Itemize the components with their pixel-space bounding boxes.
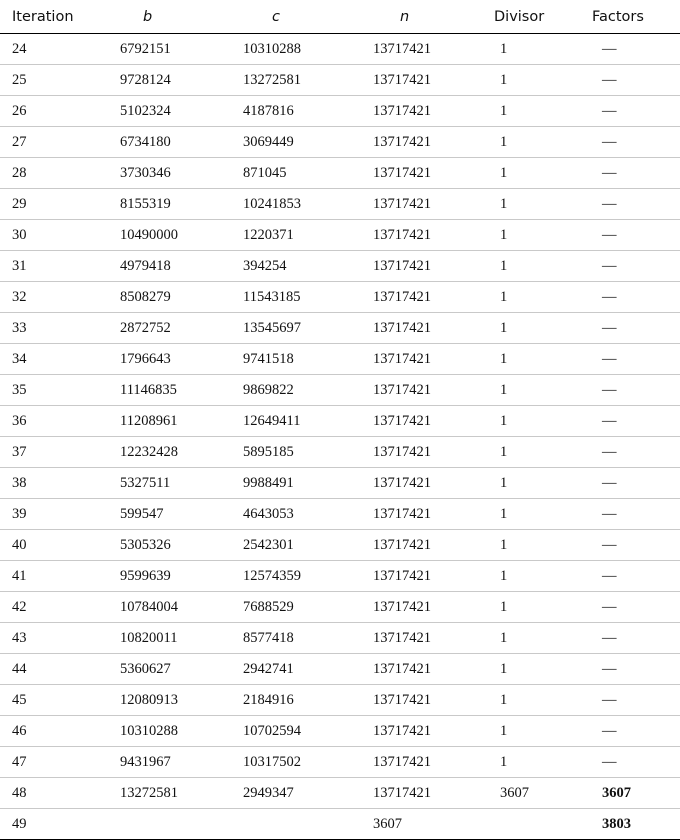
cell-factors: — [578, 220, 680, 251]
cell-factors: — [578, 437, 680, 468]
cell-factors: — [578, 685, 680, 716]
cell-b: 12232428 [110, 437, 234, 468]
cell-iteration: 44 [0, 654, 110, 685]
cell-c: 13272581 [234, 65, 362, 96]
cell-b: 9728124 [110, 65, 234, 96]
cell-factors: — [578, 127, 680, 158]
cell-n: 13717421 [362, 747, 486, 778]
cell-iteration: 25 [0, 65, 110, 96]
cell-divisor: 1 [486, 251, 578, 282]
cell-divisor: 1 [486, 282, 578, 313]
cell-factors: — [578, 344, 680, 375]
cell-iteration: 26 [0, 96, 110, 127]
cell-factors: — [578, 592, 680, 623]
cell-b: 6792151 [110, 34, 234, 65]
header-factors: Factors [578, 0, 680, 34]
cell-divisor: 1 [486, 406, 578, 437]
cell-n: 13717421 [362, 220, 486, 251]
cell-n: 13717421 [362, 251, 486, 282]
cell-divisor: 1 [486, 189, 578, 220]
cell-b: 11146835 [110, 375, 234, 406]
table-row [0, 220, 680, 251]
table-row [0, 530, 680, 561]
cell-n: 13717421 [362, 127, 486, 158]
cell-b: 13272581 [110, 778, 234, 809]
cell-iteration: 42 [0, 592, 110, 623]
cell-divisor: 1 [486, 313, 578, 344]
cell-b: 10310288 [110, 716, 234, 747]
table-row [0, 96, 680, 127]
cell-iteration: 46 [0, 716, 110, 747]
cell-factors: — [578, 561, 680, 592]
cell-factors: — [578, 406, 680, 437]
cell-iteration: 29 [0, 189, 110, 220]
cell-b [110, 809, 234, 840]
cell-iteration: 43 [0, 623, 110, 654]
cell-n: 13717421 [362, 716, 486, 747]
table-row [0, 809, 680, 840]
cell-c: 12649411 [234, 406, 362, 437]
cell-c: 8577418 [234, 623, 362, 654]
cell-n: 13717421 [362, 158, 486, 189]
cell-iteration: 27 [0, 127, 110, 158]
cell-b: 599547 [110, 499, 234, 530]
table-row [0, 189, 680, 220]
cell-c: 7688529 [234, 592, 362, 623]
cell-n: 13717421 [362, 499, 486, 530]
cell-n: 13717421 [362, 34, 486, 65]
cell-factors: — [578, 282, 680, 313]
table-row [0, 716, 680, 747]
cell-divisor: 1 [486, 344, 578, 375]
cell-iteration: 38 [0, 468, 110, 499]
table-row [0, 344, 680, 375]
table-row [0, 158, 680, 189]
cell-n: 13717421 [362, 375, 486, 406]
table-row [0, 561, 680, 592]
cell-factors: — [578, 468, 680, 499]
cell-divisor: 1 [486, 499, 578, 530]
table-row [0, 406, 680, 437]
cell-divisor: 1 [486, 592, 578, 623]
cell-divisor: 1 [486, 530, 578, 561]
header-c: c [234, 0, 362, 34]
cell-b: 8155319 [110, 189, 234, 220]
cell-factors: — [578, 530, 680, 561]
table-row [0, 282, 680, 313]
table-row [0, 375, 680, 406]
cell-factors: — [578, 654, 680, 685]
cell-n: 13717421 [362, 282, 486, 313]
cell-factors: — [578, 747, 680, 778]
header-n: n [362, 0, 486, 34]
cell-c: 9869822 [234, 375, 362, 406]
cell-factors: — [578, 96, 680, 127]
cell-c: 2949347 [234, 778, 362, 809]
cell-factors: 3607 [578, 778, 680, 809]
cell-c: 12574359 [234, 561, 362, 592]
cell-b: 11208961 [110, 406, 234, 437]
cell-n: 13717421 [362, 406, 486, 437]
header-iteration: Iteration [0, 0, 110, 34]
cell-c: 10310288 [234, 34, 362, 65]
table-row [0, 623, 680, 654]
cell-c: 11543185 [234, 282, 362, 313]
cell-iteration: 24 [0, 34, 110, 65]
cell-iteration: 32 [0, 282, 110, 313]
cell-divisor: 1 [486, 561, 578, 592]
cell-divisor: 1 [486, 623, 578, 654]
cell-divisor [486, 809, 578, 840]
cell-factors: — [578, 716, 680, 747]
cell-divisor: 1 [486, 468, 578, 499]
cell-b: 9599639 [110, 561, 234, 592]
table-row [0, 654, 680, 685]
cell-divisor: 1 [486, 437, 578, 468]
cell-iteration: 41 [0, 561, 110, 592]
cell-c: 871045 [234, 158, 362, 189]
cell-divisor: 1 [486, 158, 578, 189]
cell-b: 10490000 [110, 220, 234, 251]
cell-iteration: 33 [0, 313, 110, 344]
cell-iteration: 48 [0, 778, 110, 809]
table-header-row [0, 0, 680, 34]
cell-iteration: 45 [0, 685, 110, 716]
cell-b: 8508279 [110, 282, 234, 313]
cell-c: 4643053 [234, 499, 362, 530]
table-row [0, 65, 680, 96]
cell-c: 10702594 [234, 716, 362, 747]
cell-factors: 3803 [578, 809, 680, 840]
cell-iteration: 28 [0, 158, 110, 189]
cell-iteration: 30 [0, 220, 110, 251]
cell-n: 13717421 [362, 189, 486, 220]
cell-iteration: 39 [0, 499, 110, 530]
cell-factors: — [578, 375, 680, 406]
cell-n: 13717421 [362, 313, 486, 344]
cell-n: 13717421 [362, 623, 486, 654]
cell-iteration: 49 [0, 809, 110, 840]
cell-factors: — [578, 34, 680, 65]
cell-n: 13717421 [362, 65, 486, 96]
cell-c: 2942741 [234, 654, 362, 685]
table-row [0, 251, 680, 282]
cell-factors: — [578, 189, 680, 220]
cell-divisor: 3607 [486, 778, 578, 809]
cell-n: 13717421 [362, 96, 486, 127]
cell-b: 10784004 [110, 592, 234, 623]
cell-c: 10241853 [234, 189, 362, 220]
cell-b: 12080913 [110, 685, 234, 716]
table-row [0, 592, 680, 623]
cell-n: 13717421 [362, 530, 486, 561]
cell-factors: — [578, 499, 680, 530]
cell-divisor: 1 [486, 716, 578, 747]
cell-divisor: 1 [486, 654, 578, 685]
cell-c: 394254 [234, 251, 362, 282]
cell-iteration: 37 [0, 437, 110, 468]
cell-c: 2542301 [234, 530, 362, 561]
table-body [0, 34, 680, 840]
cell-divisor: 1 [486, 747, 578, 778]
header-divisor: Divisor [486, 0, 578, 34]
cell-divisor: 1 [486, 34, 578, 65]
table-row [0, 499, 680, 530]
cell-divisor: 1 [486, 685, 578, 716]
cell-n: 13717421 [362, 468, 486, 499]
cell-b: 4979418 [110, 251, 234, 282]
cell-c: 5895185 [234, 437, 362, 468]
cell-n: 13717421 [362, 344, 486, 375]
header-b: b [110, 0, 234, 34]
cell-divisor: 1 [486, 65, 578, 96]
cell-c: 4187816 [234, 96, 362, 127]
cell-factors: — [578, 158, 680, 189]
cell-b: 1796643 [110, 344, 234, 375]
cell-n: 13717421 [362, 654, 486, 685]
cell-n: 3607 [362, 809, 486, 840]
cell-b: 2872752 [110, 313, 234, 344]
cell-b: 5360627 [110, 654, 234, 685]
cell-b: 3730346 [110, 158, 234, 189]
cell-divisor: 1 [486, 375, 578, 406]
cell-iteration: 47 [0, 747, 110, 778]
cell-divisor: 1 [486, 127, 578, 158]
cell-iteration: 35 [0, 375, 110, 406]
cell-iteration: 34 [0, 344, 110, 375]
cell-n: 13717421 [362, 778, 486, 809]
cell-b: 5102324 [110, 96, 234, 127]
cell-b: 5305326 [110, 530, 234, 561]
cell-n: 13717421 [362, 685, 486, 716]
table-row [0, 34, 680, 65]
table-row [0, 468, 680, 499]
cell-divisor: 1 [486, 96, 578, 127]
cell-b: 10820011 [110, 623, 234, 654]
cell-n: 13717421 [362, 437, 486, 468]
table-row [0, 127, 680, 158]
cell-n: 13717421 [362, 592, 486, 623]
cell-factors: — [578, 313, 680, 344]
cell-iteration: 36 [0, 406, 110, 437]
cell-c: 2184916 [234, 685, 362, 716]
cell-iteration: 40 [0, 530, 110, 561]
cell-b: 5327511 [110, 468, 234, 499]
cell-n: 13717421 [362, 561, 486, 592]
cell-iteration: 31 [0, 251, 110, 282]
cell-c: 9988491 [234, 468, 362, 499]
table-row [0, 437, 680, 468]
cell-factors: — [578, 65, 680, 96]
table-row [0, 313, 680, 344]
cell-c: 1220371 [234, 220, 362, 251]
cell-divisor: 1 [486, 220, 578, 251]
table-row [0, 685, 680, 716]
cell-b: 6734180 [110, 127, 234, 158]
table-row [0, 778, 680, 809]
cell-c: 10317502 [234, 747, 362, 778]
cell-c: 9741518 [234, 344, 362, 375]
cell-b: 9431967 [110, 747, 234, 778]
cell-c: 13545697 [234, 313, 362, 344]
cell-c [234, 809, 362, 840]
cell-factors: — [578, 251, 680, 282]
cell-factors: — [578, 623, 680, 654]
table-row [0, 747, 680, 778]
cell-c: 3069449 [234, 127, 362, 158]
